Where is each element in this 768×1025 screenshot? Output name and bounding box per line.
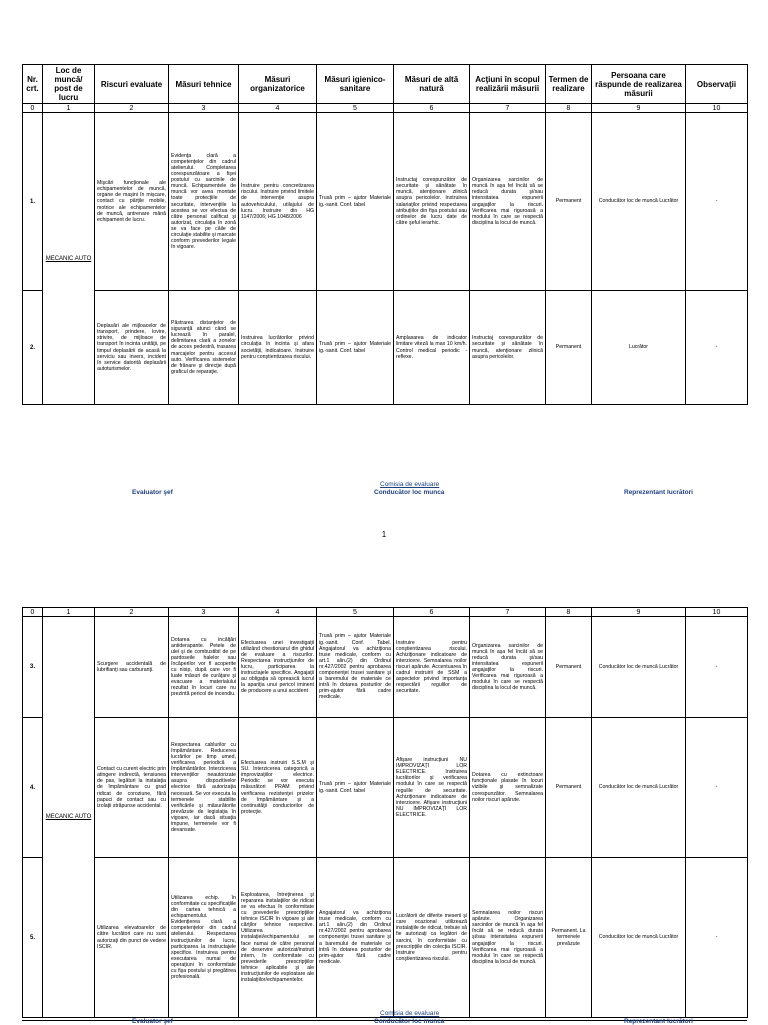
actions-cell: Organizarea sarcinilor de muncă în aşa fel încât să se reducă durata şi/sau intensitatea expunerii angajaţilor la riscuri. Verificarea mai riguroasă a modului în care se respectă disciplina la locul de muncă. [470,617,546,718]
header-cell: Acţiuni în scopul realizării măsurii [470,65,546,104]
risk-cell: Deplasări ale mijloacelor de transport, prindere, lovire, strivire, de mijloace de transport în incinta unităţii, pe timpul deplasării de acasă la serviciu sau invers, incident în service datorită deplasării autoturismelor. [95,291,169,405]
other-measures-cell: Instructaj corespunzător de securitate şi sănătate în muncă, atenţionare zilnică asupra pericolelor. Instruirea salariaţilor privind respectarea atribuţiilor din fişa postului sau ordinelor de lucru date de către şeful ierarhic. [394,113,470,291]
commission-label: Comisia de evaluare [380,481,440,488]
actions-cell: Organizarea sarcinilor de muncă în aşa fel încât să se reducă durata şi/sau intensitatea expunerii angajaţilor la riscuri. Verificarea mai riguroasă a modului în care se respectă disciplina la locul de muncă. [470,113,546,291]
observations-cell: - [686,617,748,718]
column-number: 4 [239,608,317,617]
header-cell: Măsuri organizatorice [239,65,317,104]
technical-measures-cell: Dotarea cu incălţări antiderapante. Petele de ulei şi de combustibil de pe pardoseile halelor sau încăperilor vor fi acoperite cu nisip, după care vor fi luate măsuri de curăţare şi evacuare a materialului rezultat în locuri care nu prezintă pericol de incendiu. [169,617,239,718]
observations-cell: - [686,113,748,291]
table-row [23,291,748,405]
header-cell: Măsuri de altă natură [394,65,470,104]
hygiene-measures-cell: Angajatorul va achiziţiona truse medicale, conform cu art.1 alin.(2) din Ordinul nr.427/2002 pentru aprobarea componenţei trusei sanitare şi a baremului de materiale ce intră în dotarea posturilor de prim-ajutor fără cadre medicale. [317,858,394,1018]
actions-cell: Dotarea cu extinctoare funcţionale plasate în locuri vizibile şi semnalizate corespunzător. Semnalarea noilor riscuri apărute. [470,718,546,858]
other-measures-cell: Instruire pentru conştientizarea riscului. Achiziţionare indicatoare de interzicere. Semnalarea noilor riscuri apărute. Accentuarea în cadrul instruirii de SSM a aspectelor privind importanţa respectării regulilor de securitate. [394,617,470,718]
term-cell: Permanent [546,718,592,858]
column-number: 5 [317,608,394,617]
evaluator-label: Evaluator şef [132,489,173,496]
column-number: 4 [239,104,317,113]
workplace-cell: MECANIC AUTO [43,113,95,405]
column-number: 7 [470,104,546,113]
column-number: 10 [686,608,748,617]
risk-cell: Utilizarea elevatoarelor de către lucrători care nu sunt autorizaţi din punct de vedere ISCIR. [95,858,169,1018]
column-number: 10 [686,104,748,113]
other-measures-cell: Amplasarea de indicator limitare viteză la max 10 km/h. Control medical periodic - reflexe. [394,291,470,405]
column-number: 1 [43,104,95,113]
actions-cell: Semnalarea noilor riscuri apărute. Organizarea sarcinilor de muncă în aşa fel încât să se reducă durata şi/sau intensitatea expunerii angajaţilor la riscuri. Verificarea mai riguroasă a modului în care se respectă disciplina la locul de muncă. [470,858,546,1018]
row-number: 3. [23,617,43,718]
technical-measures-cell: Păstrarea distanţelor de siguranţă atunci când se lucrează în paralel, delimitarea clară a zonelor de acces pedestră, trasarea marcajelor pentru accesul auto. Verificarea sistemelor de frânare şi direcţie după graficul de reparaţie. [169,291,239,405]
risk-table-page1 [22,64,748,405]
row-number: 2. [23,291,43,405]
table-row [23,113,748,291]
header-cell: Nr. crt. [23,65,43,104]
hygiene-measures-cell: Trusă prim – ajutor Materiale ig.-sanit. Conf. tabel [317,113,394,291]
column-number: 8 [546,104,592,113]
evaluator-label: Evaluator şef [132,1018,173,1025]
table-row [23,617,748,718]
column-number: 9 [592,104,686,113]
manager-label: Conducător loc munca [374,1018,445,1025]
risk-cell: Mişcări funcţionale ale echipamentelor de muncă, organe de maşini în mişcare, contact cu părţile mobile, motrice ale echipamentelor de muncă, antrenare mână echipament de lucru. [95,113,169,291]
column-number-row [23,608,748,617]
risk-cell: Scurgere accidentală de lubrifianţi sau carburanţi. [95,617,169,718]
actions-cell: Instructaj corespunzător de securitate şi sănătate în muncă, atenţionare zilnică asupra pericolelor. [470,291,546,405]
header-cell: Observaţii [686,65,748,104]
organizational-measures-cell: Efectuarea unei investigaţii utilizând chestionarul din ghidul de evaluare a riscurilor. Respectarea instrucţiunilor de lucru, participarea la instructajele specifice. Angajaţii au obligaţia să oprească lucrul la apariţia unui pericol iminent de producere a unui accident [239,617,317,718]
observations-cell: - [686,291,748,405]
column-number: 3 [169,104,239,113]
term-cell: Permanent [546,617,592,718]
column-number: 9 [592,608,686,617]
page-number: 1 [381,530,387,539]
column-number: 2 [95,104,169,113]
column-number: 3 [169,608,239,617]
organizational-measures-cell: Instruire pentru concretizarea riscului. Instruire privind limitele de intervenţie asupra autovehiculului, utilajului de lucru. Instruire din HG 1147/2006; HG 1048/2006 [239,113,317,291]
observations-cell: - [686,718,748,858]
other-measures-cell: Lucrătorii de diferite meserii şi care ocazional utilizează instalaţiile de ridicat, trebuie să fie autorizaţi ca legători de sarcini, în conformitate cu prescripţiile din colecţia ISCIR. Instruire pentru conştientizarea riscului. [394,858,470,1018]
column-number: 1 [43,608,95,617]
responsible-cell: Conducător loc de muncă Lucrător [592,617,686,718]
commission-label: Comisia de evaluare [380,1010,440,1017]
column-number: 6 [394,608,470,617]
header-cell: Termen de realizare [546,65,592,104]
header-cell: Măsuri tehnice [169,65,239,104]
hygiene-measures-cell: Trusă prim – ajutor Materiale ig.-sanit. Conf. Tabel. Angajatorul va achiziţiona truse medicale, conform cu art.1 alin.(2) din Ordinul nr.427/2002 pentru aprobarea componenţei trusei sanitare şi a baremului de materiale ce intră în dotarea posturilor de prim-ajutor fără cadre medicale. [317,617,394,718]
row-number: 1. [23,113,43,291]
header-cell: Loc de muncă/ post de lucru [43,65,95,104]
responsible-cell: Lucrător [592,291,686,405]
representative-label: Reprezentant lucrători [624,489,693,496]
header-cell: Riscuri evaluate [95,65,169,104]
column-number: 0 [23,608,43,617]
table-row [23,718,748,858]
term-cell: Permanent [546,113,592,291]
risk-cell: Contact cu curent electric prin atingere indirectă, tensiunea de pas, legături la instalaţia de împământare cu grad ridicat de coroziune, fără papuci de contact sau cu izolaţii străpunse accidental. [95,718,169,858]
organizational-measures-cell: Efectuarea instruiri S.S.M şi SU. Interzicerea categorică a improvizaţiilor electrice. Periodic se vor executa măsurători PRAM privind verificarea rezistenţei prizelor de împământare şi a continuităţii conductorilor de protecţie. [239,718,317,858]
column-number: 8 [546,608,592,617]
technical-measures-cell: Respectarea cablurilor cu împământare. Reducerea lucrărilor pe timp umed, verificarea periodică a împământărilor. Interzicerea intervenţiilor neautorizate asupra dispozitivelor electrice fără autorizaţia necesară. Se vor executa la termenele stabilite verificările şi măsurătorile prevăzute de legislaţia în vigoare, iar dacă situaţia impune, termenele vor fi devansate. [169,718,239,858]
workplace-cell: MECANIC AUTO [43,617,95,1018]
manager-label: Conducător loc munca [374,489,445,496]
table-row [23,858,748,1018]
responsible-cell: Conducător loc de muncă Lucrător [592,718,686,858]
observations-cell: - [686,858,748,1018]
header-row [23,65,748,104]
organizational-measures-cell: Instruirea lucrătorilor privind circulaţia în incinta şi afara societăţii, indicatoare. Instruire pentru conştientizarea riscului. [239,291,317,405]
responsible-cell: Conducător loc de muncă Lucrător [592,858,686,1018]
other-measures-cell: Afişare instrucţiuni NU IMPROVIZAŢI LOR ELECTRICE. Instruirea lucrătorilor şi verificarea modului în care se respectă regulile de securitate. Achiziţionare indicatoare de interzicere. Afişare instrucţiuni NU IMPROVIZAŢI LOR ELECTRICE. [394,718,470,858]
hygiene-measures-cell: Trusă prim – ajutor Materiale ig.-sanit. Conf. tabel [317,718,394,858]
representative-label: Reprezentant lucrători [624,1018,693,1025]
column-number: 2 [95,608,169,617]
header-cell: Măsuri igienico-sanitare [317,65,394,104]
term-cell: Permanent. La termenele prevăzute [546,858,592,1018]
row-number: 4. [23,718,43,858]
technical-measures-cell: Utilizarea echip. în conformitate cu specificaţiile din cartea tehnică a echipamentului. Evidenţierea clară a competenţelor din cadrul atelierului. Respectarea instrucţiunilor de lucru, participarea la instructajele specifice. Instruirea pentru executarea numai de operaţiuni în conformitate cu fişa postului şi pregătirea profesională. [169,858,239,1018]
column-number: 6 [394,104,470,113]
column-number: 5 [317,104,394,113]
risk-table-page2 [22,607,748,1018]
hygiene-measures-cell: Trusă prim – ajutor Materiale ig.-sanit. Conf. tabel [317,291,394,405]
column-number: 0 [23,104,43,113]
row-number: 5. [23,858,43,1018]
organizational-measures-cell: Exploatarea, întreţinerea şi repararea instalaţiilor de ridicat se va efectua în conformitate cu prevederile prescripţiilor tehnice ISCIR în vigoare şi ale cărţilor tehnice respective. Utilizarea instalaţiei/echipamentului se face numai de către personal de deservire autorizat/instruit intern, în conformitate cu prevederile prescripţiilor tehnice aplicabile şi ale instrucţiunilor de exploatare ale instalaţiilor/echipamentelor. [239,858,317,1018]
responsible-cell: Conducător loc de muncă Lucrător [592,113,686,291]
term-cell: Permanent [546,291,592,405]
column-number-row [23,104,748,113]
technical-measures-cell: Evidenţa clară a competenţelor din cadrul atelierului. Completarea corespunzătoare a fişei postului cu sarcinile de muncă. Echipamentele de muncă vor avea montate toate protecţiile de securitate, intervenţiile la acestea se vor efectua de către personal calificat şi autorizat, circulaţia în zonă se va face pe căile de circulaţie stabilite şi marcate conform prevederilor legale în vigoare. [169,113,239,291]
column-number: 7 [470,608,546,617]
header-cell: Persoana care răspunde de realizarea măsurii [592,65,686,104]
